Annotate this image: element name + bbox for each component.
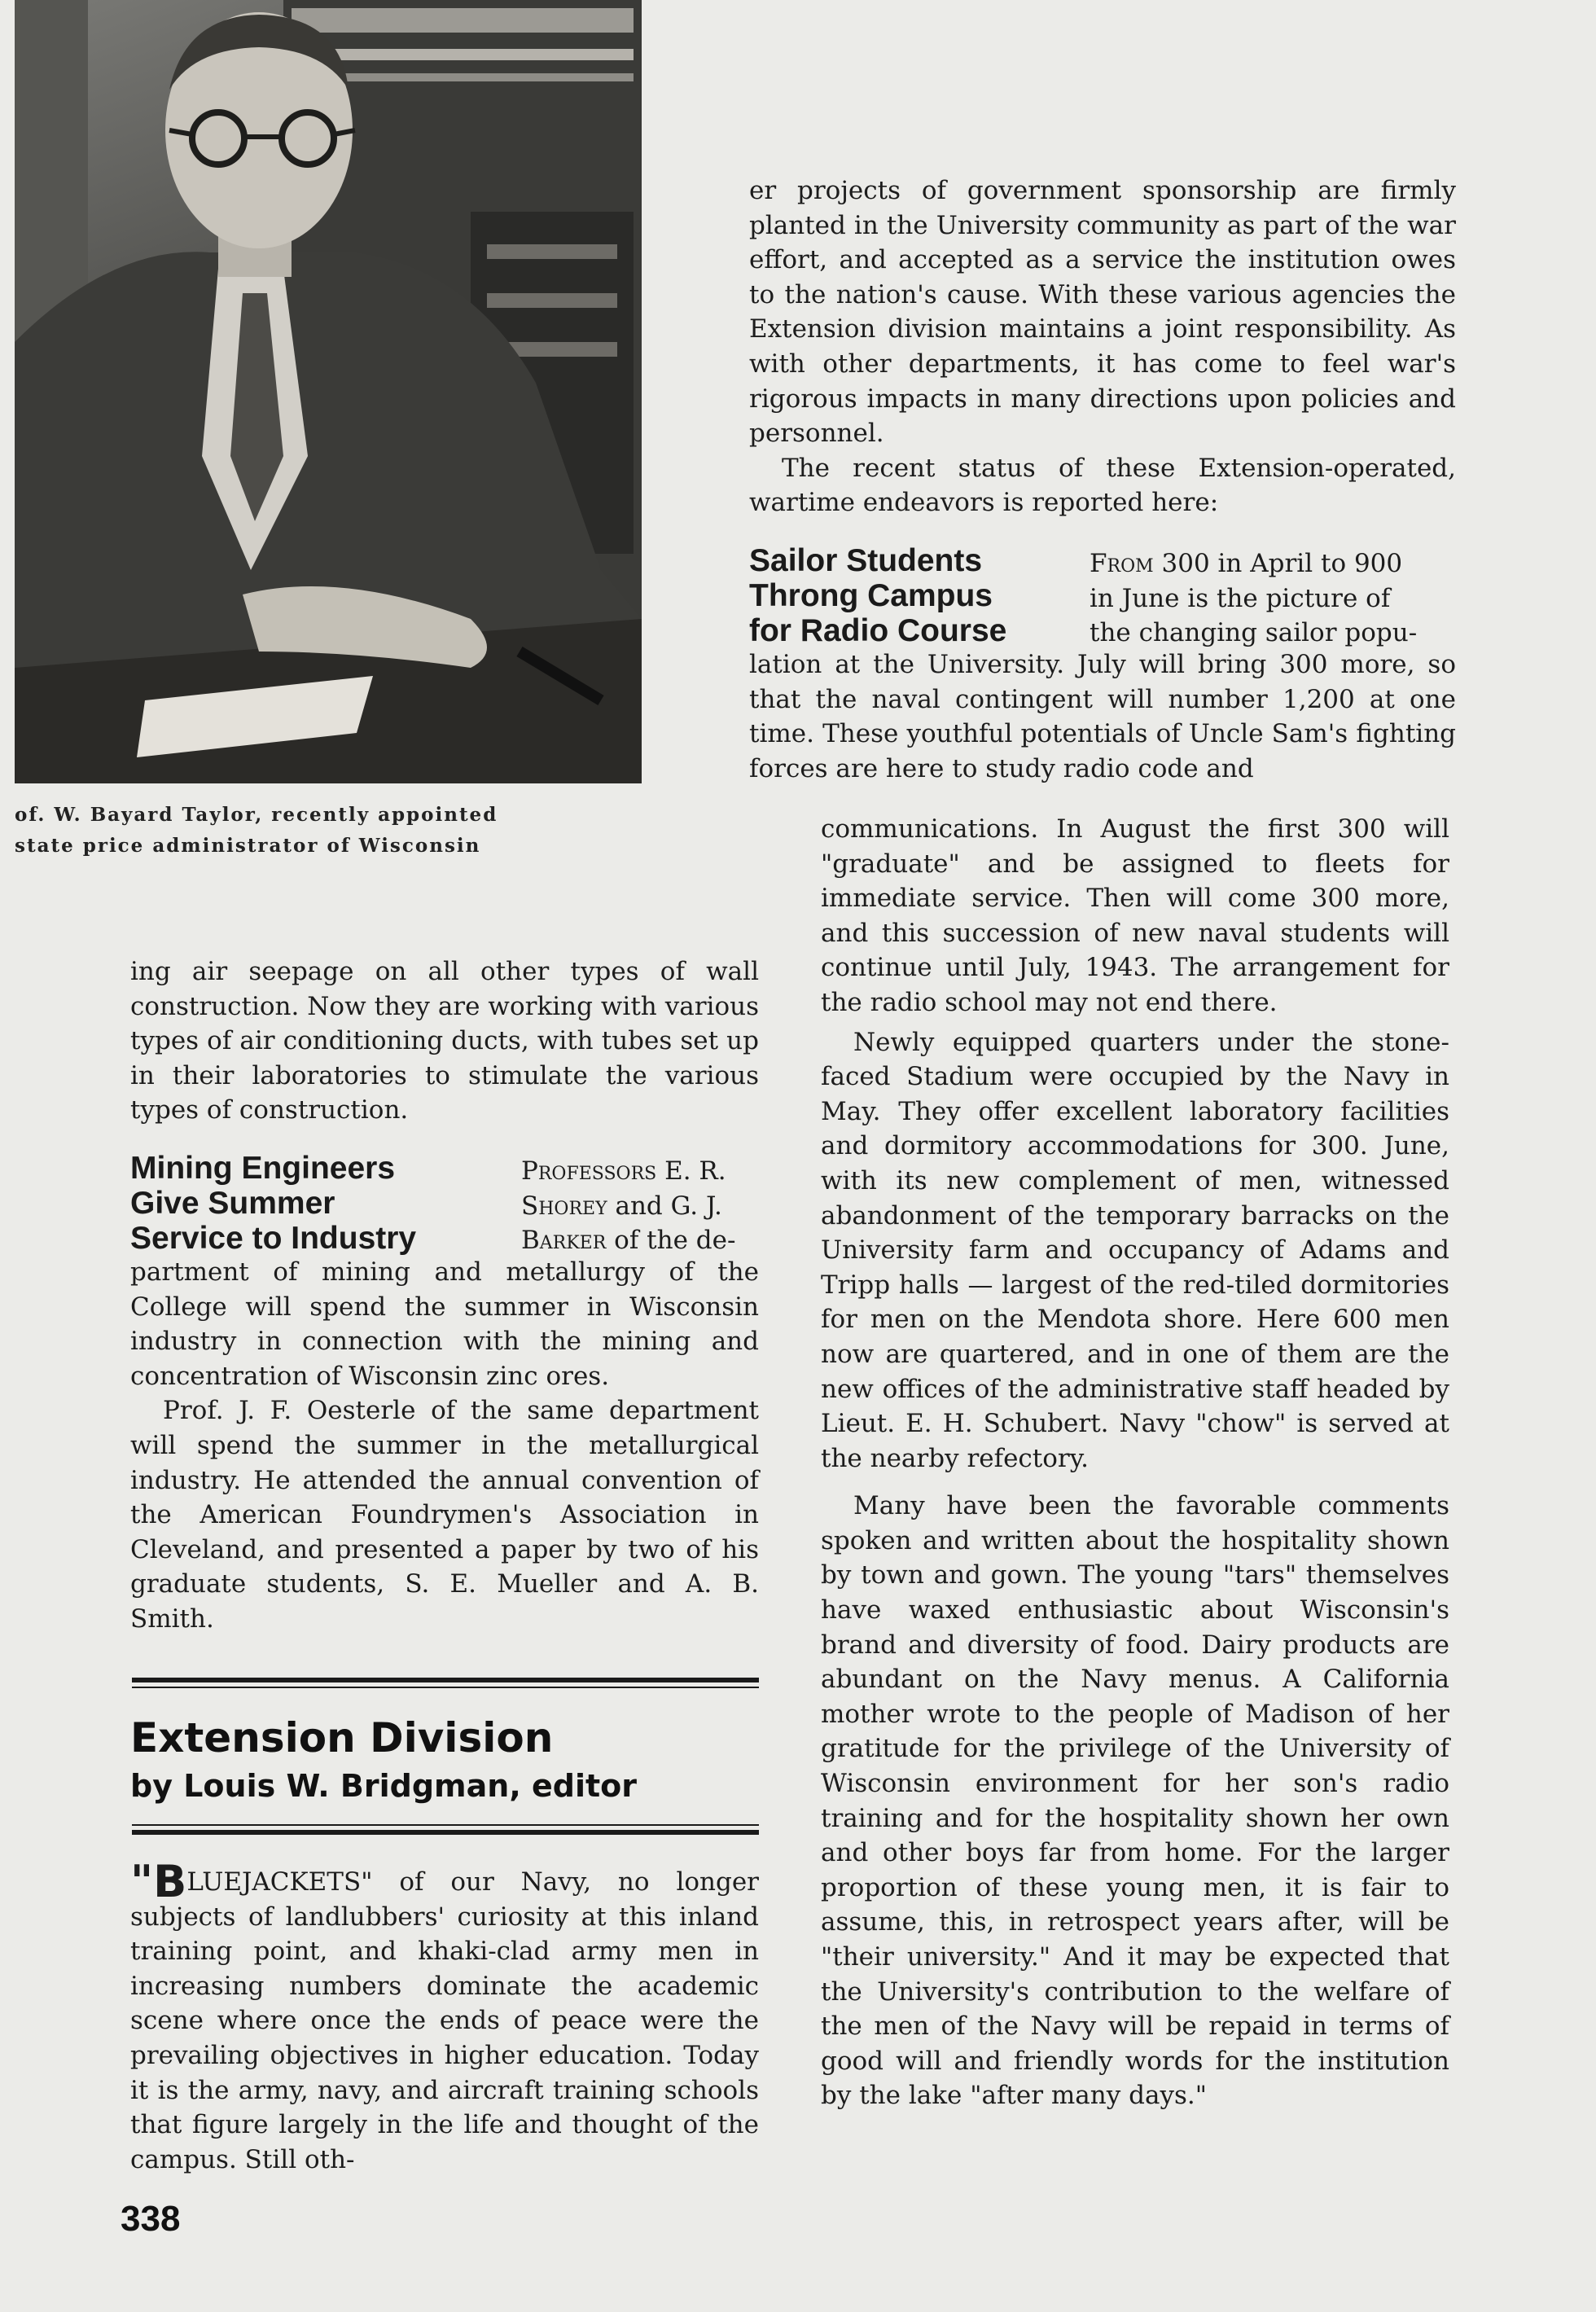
ext-rule-bottom-thick — [132, 1830, 759, 1835]
sailor-heading-line-1: Sailor Students — [749, 542, 983, 578]
extension-title: Extension Division — [130, 1714, 554, 1761]
ext-rule-top-thin — [132, 1687, 759, 1688]
mining-heading-line-1: Mining Engineers — [130, 1150, 396, 1186]
portrait-photo — [15, 0, 642, 783]
sailor-body-continued: communications. In August the first 300 will "graduate" and be assigned to fleets for immediate service. Then will come 300 more, and this succession of new naval students will continue until July, 1943. The arrangement for the radio school may not end there. — [821, 814, 1449, 1017]
extension-body — [130, 1856, 759, 2177]
extension-paragraph-1 — [130, 1856, 759, 2177]
mining-side-line-1 — [521, 1154, 759, 1189]
sailor-side-text-1: 300 in April to 900 — [1153, 548, 1403, 578]
sailor-heading — [749, 543, 1075, 648]
extension-paragraph-1-text: LUEJACKETS" of our Navy, no longer subjects of landlubbers' curiosity at this inland training point, and khaki-clad army men in increasing numbers dominate the academic scene where once the ends of peace were the prevailing objectives in higher education. Today it is the army, navy, and aircraft training schools that figure largely in the life and thought of the campus. Still oth- — [130, 1867, 759, 2174]
sailor-section — [749, 543, 1456, 647]
mining-side-line-3 — [521, 1223, 759, 1258]
sailor-side-line-1 — [1090, 546, 1456, 581]
extension-byline: by Louis W. Bridgman, editor — [130, 1768, 638, 1804]
mining-side-text-2: and G. J. — [607, 1191, 722, 1221]
mining-paragraph-2: Prof. J. F. Oesterle of the same department will spend the summer in the metallurgical industry. He attended the annual convention of the American Foundrymen's Association in Cleveland, and presented a paper by two of his graduate students, S. E. Mueller and A. B. Smith. — [130, 1396, 759, 1634]
sailor-side-sc-1: From — [1090, 548, 1154, 578]
right-column-upper — [749, 173, 1456, 786]
mining-heading-line-2: Give Summer — [130, 1185, 335, 1221]
sailor-side-line-3: the changing sailor popu- — [1090, 618, 1418, 648]
ext-rule-bottom-thin — [132, 1824, 759, 1826]
mining-side-text-1: E. R. — [656, 1156, 726, 1186]
extension-dropcap: B — [153, 1856, 187, 1907]
mining-section — [130, 1151, 759, 1255]
caption-line-1: of. W. Bayard Taylor, recently appointed — [15, 804, 498, 826]
extension-open-quote: " — [130, 1856, 154, 1907]
sailor-heading-line-2: Throng Campus — [749, 577, 993, 613]
right-column-lower — [821, 812, 1449, 2113]
mining-body: partment of mining and metallurgy of the College will spend the summer in Wisconsin industry in connection with the mining and concentration of Wisconsin zinc ores. — [130, 1257, 759, 1391]
mining-side-sc-1: Professors — [521, 1156, 657, 1186]
caption-line-2: state price administrator of Wisconsin — [15, 835, 481, 857]
left-column-upper — [130, 954, 759, 1637]
mining-side-text — [521, 1154, 759, 1258]
portrait-illustration — [15, 0, 642, 783]
sailor-heading-line-3: for Radio Course — [749, 612, 1007, 648]
sailor-body: lation at the University. July will bring 300 more, so that the naval contingent will number 1,200 at one time. These youthful potentials of Uncle Sam's fighting forces are here to study radio code and — [749, 649, 1456, 783]
right-paragraph-4: Many have been the favorable comments spoken and written about the hospitality shown by town and gown. The young "tars" themselves have waxed enthusiastic about Wisconsin's brand and diversity of food. Dairy products are abundant on the Navy menus. A California mother wrote to the people of Madison of her gratitude for the privilege of the University of Wisconsin environment for her son's radio training and for the hospitality shown her own and other boys far from home. For the larger proportion of these young men, it is fair to assume, this, in retrospect years after, will be "their university." And it may be expected that the University's contribution to the welfare of the men of the Navy will be repaid in terms of good will and friendly words for the institution by the lake "after many days." — [821, 1491, 1449, 2111]
left-paragraph-1: ing air seepage on all other types of wall construction. Now they are working with various types of air conditioning ducts, with tubes set up in their laboratories to stimulate the various types of construction. — [130, 957, 759, 1125]
right-paragraph-3: Newly equipped quarters under the stone-faced Stadium were occupied by the Navy in May. They offer excellent laboratory facilities and dormitory accommodations for 300. June, with its new complement of men, witnessed abandonment of the temporary barracks on the University farm and occupancy of Adams and Tripp halls — largest of the red-tiled dormitories for men on the Mendota shore. Here 600 men now are quartered, and in one of them are the new offices of the administrative staff headed by Lieut. E. H. Schubert. Navy "chow" is served at the nearby refectory. — [821, 1027, 1449, 1473]
mining-side-text-3: of the de- — [606, 1226, 736, 1256]
mining-heading-line-3: Service to Industry — [130, 1220, 417, 1256]
page-number: 338 — [121, 2199, 181, 2239]
photo-caption — [15, 800, 650, 862]
right-paragraph-1: er projects of government sponsorship are firmly planted in the University community as part of the war effort, and accepted as a service the institution owes to the nation's cause. With these various agencies the Extension division maintains a joint responsibility. As with other departments, it has come to feel war's rigorous impacts in many directions upon policies and personnel. — [749, 176, 1456, 449]
mining-side-sc-3: Barker — [521, 1226, 607, 1256]
mining-side-line-2 — [521, 1189, 759, 1224]
right-paragraph-2: The recent status of these Extension-operated, wartime endeavors is reported here: — [749, 453, 1456, 518]
ext-rule-top-thick — [132, 1678, 759, 1682]
mining-side-sc-2: Shorey — [521, 1191, 607, 1221]
sailor-side-line-2: in June is the picture of — [1090, 583, 1391, 613]
mining-heading — [130, 1151, 472, 1256]
sailor-side-text — [1090, 546, 1456, 651]
